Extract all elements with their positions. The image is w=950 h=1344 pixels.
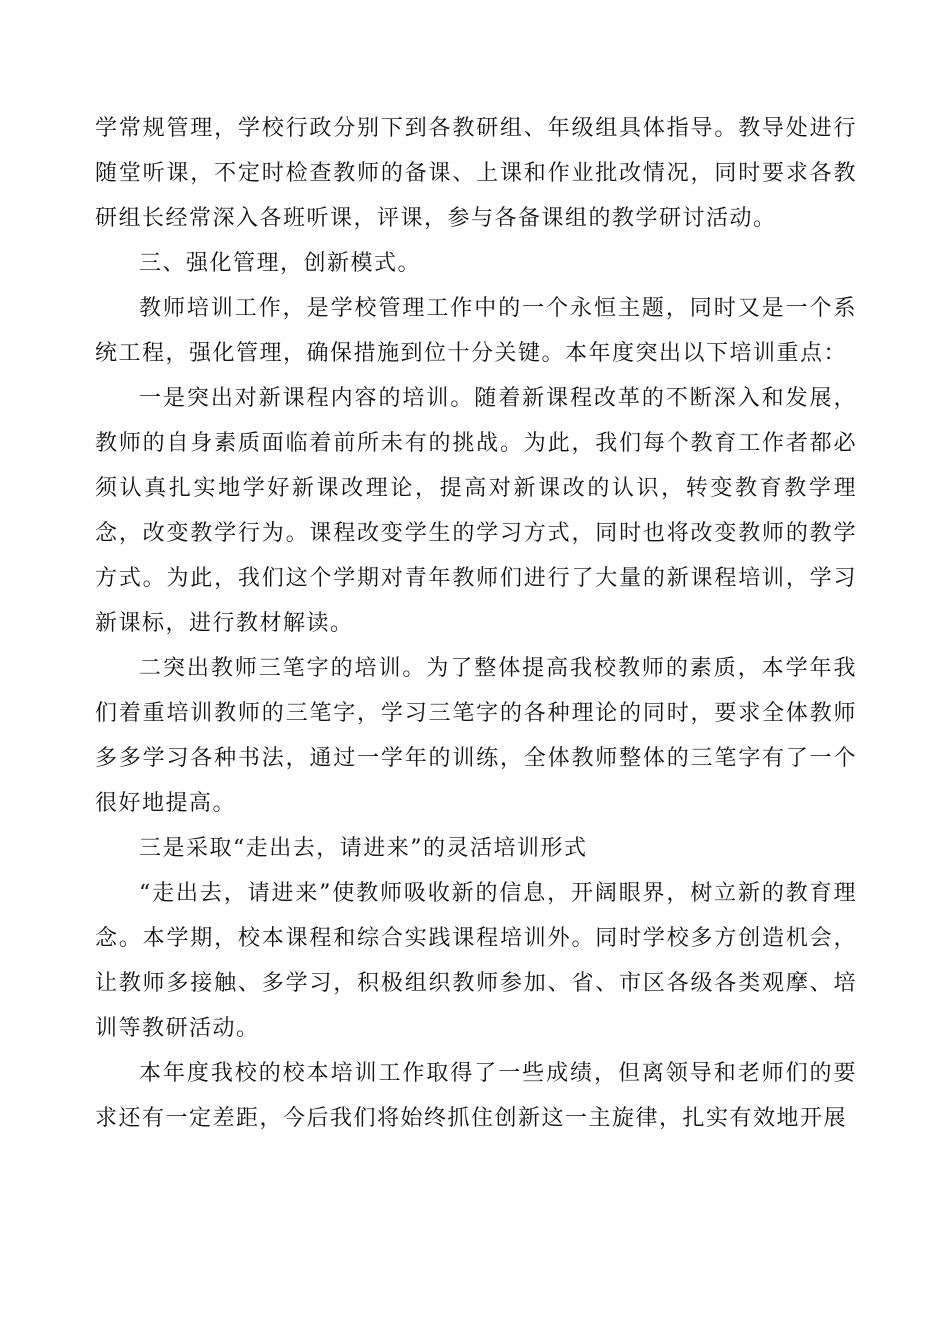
paragraph-3: 教师培训工作，是学校管理工作中的一个永恒主题，同时又是一个系统工程，强化管理，确保措施到位十分关键。本年度突出以下培训重点： [95, 296, 857, 366]
paragraph-6: 三是采取“走出去，请进来”的灵活培训形式 [139, 836, 588, 861]
document-body [95, 106, 857, 1141]
paragraph-8: 本年度我校的校本培训工作取得了一些成绩，但离领导和老师们的要求还有一定差距，今后我们将始终抓住创新这一主旋律，扎实有效地开展 [95, 1061, 857, 1131]
paragraph-7: “走出去，请进来”使教师吸收新的信息，开阔眼界，树立新的教育理念。本学期，校本课程和综合实践课程培训外。同时学校多方创造机会，让教师多接触、多学习，积极组织教师参加、省、市区各级各类观摩、培训等教研活动。 [95, 881, 857, 1041]
paragraph-4: 一是突出对新课程内容的培训。随着新课程改革的不断深入和发展，教师的自身素质面临着前所未有的挑战。为此，我们每个教育工作者都必须认真扎实地学好新课改理论，提高对新课改的认识，转变教育教学理念，改变教学行为。课程改变学生的学习方式，同时也将改变教师的教学方式。为此，我们这个学期对青年教师们进行了大量的新课程培训，学习新课标，进行教材解读。 [95, 386, 857, 636]
paragraph-5: 二突出教师三笔字的培训。为了整体提高我校教师的素质，本学年我们着重培训教师的三笔字，学习三笔字的各种理论的同时，要求全体教师多多学习各种书法，通过一学年的训练，全体教师整体的三笔字有了一个很好地提高。 [95, 656, 857, 816]
paragraph-1: 学常规管理，学校行政分别下到各教研组、年级组具体指导。教导处进行随堂听课，不定时检查教师的备课、上课和作业批改情况，同时要求各教研组长经常深入各班听课，评课，参与各备课组的教学研讨活动。 [95, 116, 857, 231]
section-heading-3: 三、强化管理，创新模式。 [139, 251, 422, 276]
